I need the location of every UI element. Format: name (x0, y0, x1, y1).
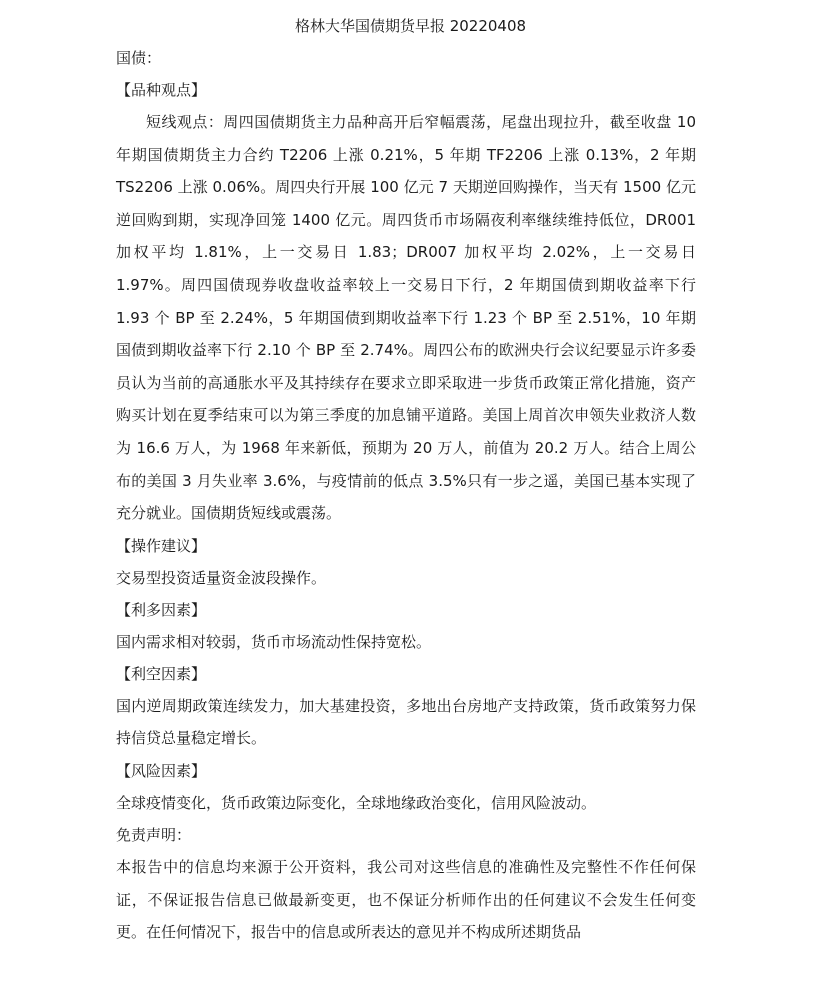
report-body (116, 42, 696, 949)
bullish-heading: 【利多因素】 (116, 600, 207, 619)
advice-heading: 【操作建议】 (116, 536, 207, 555)
bearish-paragraph: 国内逆周期政策连续发力，加大基建投资，多地出台房地产支持政策，货币政策努力保持信贷总量稳定增长。 (116, 696, 696, 748)
views-paragraph: 短线观点：周四国债期货主力品种高开后窄幅震荡，尾盘出现拉升，截至收盘 10 年期国债期货主力合约 T2206 上涨 0.21%，5 年期 TF2206 上涨 0.13%，2 年期 TS2206 上涨 0.06%。周四央行开展 100 亿元 7 天期逆回购操作，当天有 1500 亿元逆回购到期，实现净回笼 1400 亿元。周四货币市场隔夜利率继续维持低位，DR001 加权平均 1.81%，上一交易日 1.83；DR007 加权平均 2.02%，上一交易日 1.97%。周四国债现券收盘收益率较上一交易日下行，2 年期国债到期收益率下行 1.93 个 BP 至 2.24%，5 年期国债到期收益率下行 1.23 个 BP 至 2.51%，10 年期国债到期收益率下行 2.10 个 BP 至 2.74%。周四公布的欧洲央行会议纪要显示许多委员认为当前的高通胀水平及其持续存在要求立即采取进一步货币政策正常化措施，资产购买计划在夏季结束可以为第三季度的加息铺平道路。美国上周首次申领失业救济人数为 16.6 万人，为 1968 年来新低，预期为 20 万人，前值为 20.2 万人。结合上周公布的美国 3 月失业率 3.6%，与疫情前的低点 3.5%只有一步之遥，美国已基本实现了充分就业。国债期货短线或震荡。 (116, 113, 696, 523)
bullish-paragraph: 国内需求相对较弱，货币市场流动性保持宽松。 (116, 632, 432, 651)
risk-heading: 【风险因素】 (116, 761, 207, 780)
views-heading: 【品种观点】 (116, 81, 207, 99)
bearish-heading: 【利空因素】 (116, 664, 207, 683)
disclaimer-heading: 免责声明： (116, 825, 192, 844)
disclaimer-paragraph: 本报告中的信息均来源于公开资料，我公司对这些信息的准确性及完整性不作任何保证，不保证报告信息已做最新变更，也不保证分析师作出的任何建议不会发生任何变更。在任何情况下，报告中的信息或所表达的意见并不构成所述期货品 (116, 857, 696, 942)
report-title: 格林大华国债期货早报 20220408 (294, 17, 527, 35)
risk-paragraph: 全球疫情变化，货币政策边际变化，全球地缘政治变化，信用风险波动。 (116, 793, 597, 812)
category-label: 国债： (116, 49, 162, 67)
advice-paragraph: 交易型投资适量资金波段操作。 (116, 568, 327, 587)
